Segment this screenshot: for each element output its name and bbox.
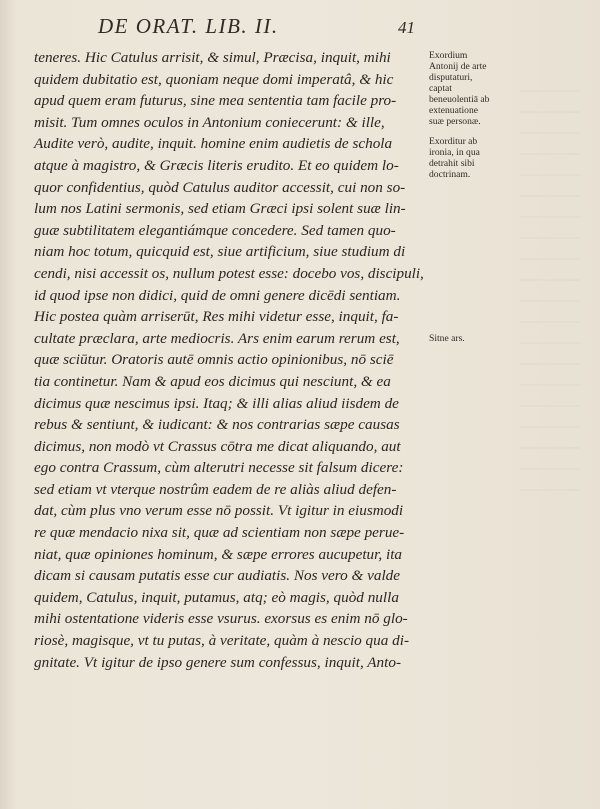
text-line: sed etiam vt vterque nostrûm eadem de re aliàs aliud defen- [34, 480, 397, 498]
text-line: misit. Tum omnes oculos in Antonium coniecerunt: & ille, [34, 113, 385, 131]
text-line: dicimus quæ nescimus ipsi. Itaq; & illi alias aliud iisdem de [34, 394, 399, 412]
show-through-shadow [520, 90, 580, 510]
running-title: DE ORAT. LIB. II. [98, 14, 279, 38]
text-line: quidem dubitatio est, quoniam neque domi imperatâ, & hic [34, 70, 394, 88]
text-line: mihi ostentatione videris esse vsurus. exorsus es enim nō glo- [34, 610, 408, 628]
text-line: dat, cùm plus vno verum esse nō possit. Vt igitur in eiusmodi [34, 502, 404, 520]
text-line: quor confidentius, quòd Catulus auditor accessit, cui non so- [34, 178, 406, 196]
text-line: teneres. Hic Catulus arrisit, & simul, Præcisa, inquit, mihi [34, 49, 391, 66]
text-line: lum nos Latini sermonis, sed etiam Græci ipsi solent suæ lin- [34, 200, 406, 218]
text-line: tia continetur. Nam & apud eos dicimus qui nesciunt, & ea [34, 372, 391, 390]
text-line: dicimus, non modò vt Crassus cōtra me dicat aliquando, aut [34, 437, 401, 455]
text-line: niam hoc totum, quicquid est, siue artificium, siue studium di [34, 243, 406, 261]
marginal-note-ars: Sitne ars. [429, 333, 465, 344]
text-line: gnitate. Vt igitur de ipso genere sum confessus, inquit, Anto- [34, 653, 401, 671]
marginal-note-exordium: Exordium Antonij de arte disputaturi, captat beneuolentiā ab extenuatione suæ personæ. [429, 50, 490, 127]
text-line: quidem, Catulus, inquit, putamus, atq; eò magis, quòd nulla [34, 588, 399, 606]
text-line: cendi, nisi accessit os, nullum potest esse: docebo vos, discipuli, [34, 264, 424, 282]
text-line: Audite verò, audite, inquit. homine enim audietis de schola [34, 135, 393, 153]
main-text-block [34, 47, 424, 673]
page-number: 41 [398, 18, 415, 37]
text-line: id quod ipse non didici, quid de omni genere dicēdi sentiam. [34, 286, 401, 304]
text-line: ego contra Crassum, cùm alterutri necesse sit falsum dicere: [34, 459, 404, 477]
text-line: re quæ mendacio nixa sit, quæ ad scientiam non sæpe perue- [34, 524, 405, 542]
text-line: quæ sciūtur. Oratoris autē omnis actio opinionibus, nō sciē [34, 351, 394, 369]
text-line: cultate præclara, arte mediocris. Ars enim earum rerum est, [34, 329, 400, 347]
text-line: niat, quæ opiniones hominum, & sæpe errores aucupetur, ita [34, 545, 403, 563]
text-line: dicam si causam putatis esse cur audiatis. Nos vero & valde [34, 567, 401, 585]
text-line: atque à magistro, & Græcis literis erudito. Et eo quidem lo- [34, 156, 399, 174]
text-line: riosè, magisque, vt tu putas, à veritate, quàm à nescio qua di- [34, 632, 410, 650]
text-line: apud quem eram futurus, sine mea sententia tam facile pro- [34, 92, 397, 110]
marginal-note-ironia: Exorditur ab ironia, in qua detrahit sibi doctrinam. [429, 136, 480, 180]
text-line: guæ subtilitatem elegantiámque concedere. Sed tamen quo- [34, 221, 396, 239]
text-line: Hic postea quàm arriserūt, Res mihi videtur esse, inquit, fa- [34, 308, 399, 326]
text-line: rebus & sentiunt, & iudicant: & nos contrarias sæpe causas [34, 416, 400, 434]
